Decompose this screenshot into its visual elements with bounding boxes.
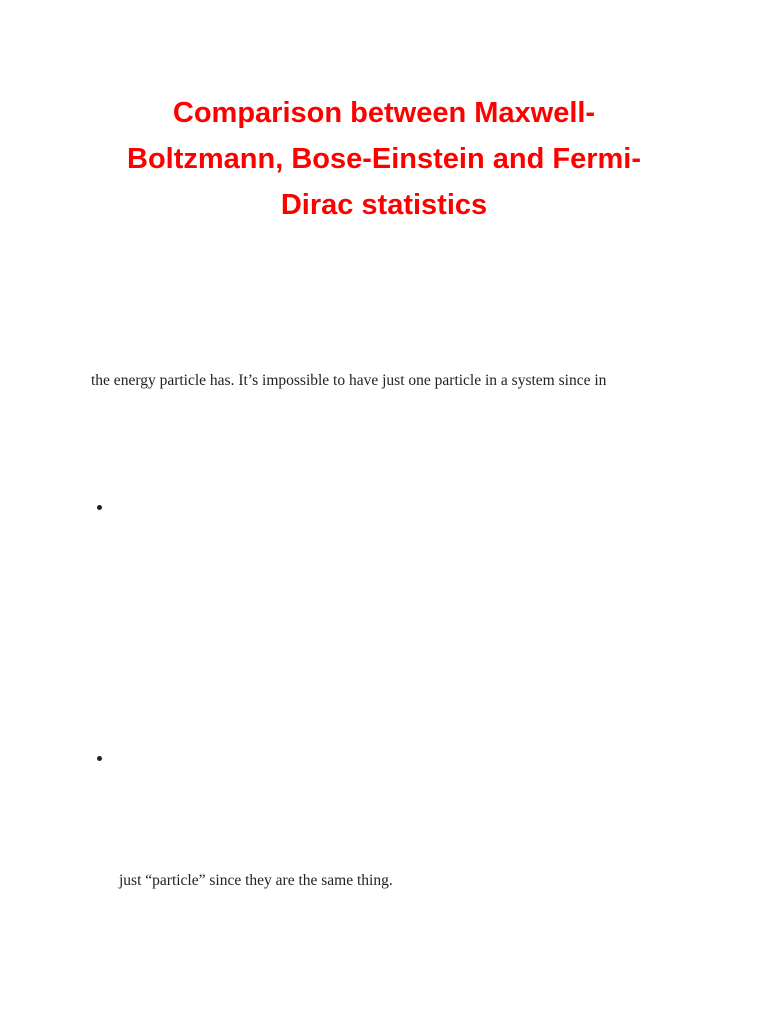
body-paragraph-2: just “particle” since they are the same thing.: [119, 872, 393, 889]
document-title: [60, 90, 708, 228]
title-line-1: Comparison between Maxwell-: [172, 97, 596, 129]
bullet-point-1: [97, 505, 102, 510]
body-paragraph-1: the energy particle has. It’s impossible to have just one particle in a system since in: [91, 372, 607, 389]
title-line-3: Dirac statistics: [280, 189, 488, 221]
bullet-point-2: [97, 756, 102, 761]
title-line-2: Boltzmann, Bose-Einstein and Fermi-: [127, 143, 641, 175]
